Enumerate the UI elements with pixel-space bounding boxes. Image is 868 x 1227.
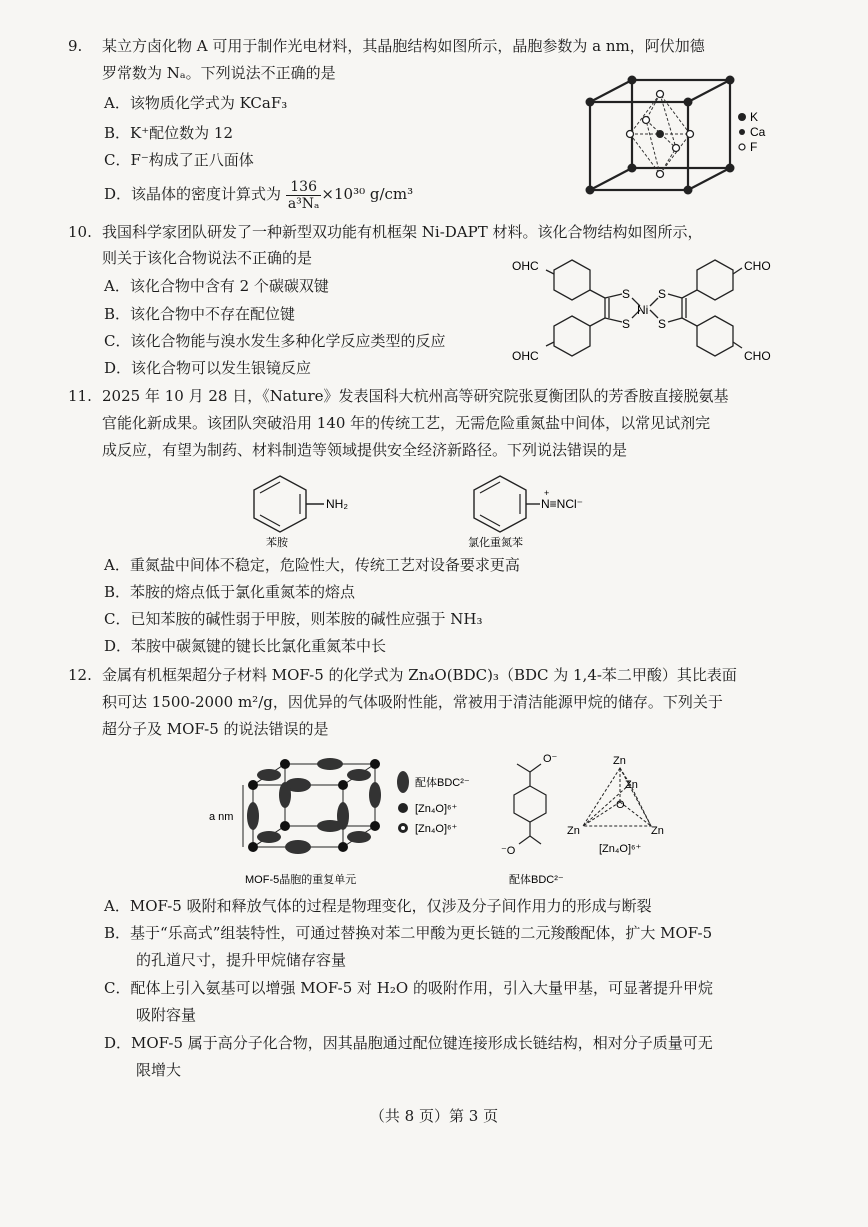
sulfur-label-3: S <box>658 287 667 301</box>
q10-option-a: A．该化合物中含有 2 个碳碳双键 <box>104 277 329 295</box>
q10-option-c: C．该化合物能与溴水发生多种化学反应类型的反应 <box>104 332 446 350</box>
aniline-caption: 苯胺 <box>266 537 288 549</box>
q9-stem-line1: 9. 某立方卤化物 A 可用于制作光电材料，其晶胞结构如图所示，晶胞参数为 a nm，阿伏加德 <box>68 37 705 55</box>
q12-stem-line3: 超分子及 MOF-5 的说法错误的是 <box>102 720 329 738</box>
zn-top: Zn <box>613 755 626 767</box>
q10-stem-line1: 10. 我国科学家团队研发了一种新型双功能有机框架 Ni-DAPT 材料。该化合物结构如图所示， <box>68 223 703 241</box>
q9-crystal-cell-figure <box>580 72 780 202</box>
legend-zn4o-a: [Zn₄O]⁶⁺ <box>415 803 458 815</box>
q12-stem-line2: 积可达 1500-2000 m²/g，因优异的气体吸附性能，常被用于清洁能源甲烷的储存。下列关于 <box>102 693 723 711</box>
density-fraction: $\frac{136}{\text{a³Nₐ}}$ <box>287 178 320 212</box>
q11-option-b: B．苯胺的熔点低于氯化重氮苯的熔点 <box>104 583 356 601</box>
carboxylate-bottom: ⁻O <box>501 845 516 857</box>
q12-stem-line1: 12. 金属有机框架超分子材料 MOF-5 的化学式为 Zn₄O(BDC)₃（BDC 为 1,4-苯二甲酸）其比表面 <box>68 666 737 684</box>
aniline-structure <box>240 470 390 550</box>
q12-option-d-line1: D．MOF-5 属于高分子化合物，因其晶胞通过配位键连接形成长链结构，相对分子质量可无 <box>104 1034 713 1052</box>
mof5-cell-figure <box>205 750 690 890</box>
nickel-label: Ni <box>637 303 649 317</box>
diazonium-caption: 氯化重氮苯 <box>468 537 523 549</box>
q10-number: 10. <box>68 223 92 241</box>
q9-stem-line2: 罗常数为 Nₐ。下列说法不正确的是 <box>102 64 336 82</box>
sulfur-label-1: S <box>622 287 631 301</box>
q11-option-a: A．重氮盐中间体不稳定，危险性大，传统工艺对设备要求更高 <box>104 556 520 574</box>
page-footer: （共 8 页）第 3 页 <box>369 1107 499 1125</box>
cho-label-top-right: CHO <box>744 259 771 273</box>
oxygen-center: O <box>616 799 625 811</box>
q12-option-a: A．MOF-5 吸附和释放气体的过程是物理变化，仅涉及分子间作用力的形成与断裂 <box>104 897 652 915</box>
q10-option-b: B．该化合物中不存在配位键 <box>104 305 296 323</box>
zn-left: Zn <box>567 825 580 837</box>
mof5-cell-caption: MOF-5晶胞的重复单元 <box>245 874 357 886</box>
q12-option-b-line1: B．基于“乐高式”组装特性，可通过替换对苯二甲酸为更长链的二元羧酸配体，扩大 MOF-5 <box>104 924 713 942</box>
q10-stem-line2: 则关于该化合物说法不正确的是 <box>102 249 313 267</box>
legend-zn4o-b: [Zn₄O]⁶⁺ <box>415 823 458 835</box>
q10-option-d: D．该化合物可以发生银镜反应 <box>104 359 312 377</box>
q12-number: 12. <box>68 666 92 684</box>
q9-option-d: D．该晶体的密度计算式为 $\frac{136}{\text{a³Nₐ}}$ ×10³⁰ g/cm³ <box>104 178 414 212</box>
q11-stem-line3: 成反应，有望为制药、材料制造等领域提供安全经济新路径。下列说法错误的是 <box>102 441 628 459</box>
q9-option-a: A．该物质化学式为 KCaF₃ <box>104 94 288 112</box>
benzenediazonium-chloride-structure <box>460 470 610 550</box>
q11-stem-line2: 官能化新成果。该团队突破沿用 140 年的传统工艺，无需危险重氮盐中间体，以常见试剂完 <box>102 414 711 432</box>
q9-option-b: B．K⁺配位数为 12 <box>104 124 234 142</box>
zn-back: Zn <box>625 779 638 791</box>
legend-f: F <box>750 140 758 154</box>
q11-stem-line1: 11. 2025 年 10 月 28 日，《Nature》发表国科大杭州高等研究院张夏衡团队的芳香胺直接脱氨基 <box>68 387 729 405</box>
ni-dapt-structure <box>510 250 780 370</box>
sulfur-label-2: S <box>622 317 631 331</box>
q11-option-c: C．已知苯胺的碱性弱于甲胺，则苯胺的碱性应强于 NH₃ <box>104 610 483 628</box>
q11-option-d: D．苯胺中碳氮键的键长比氯化重氮苯中长 <box>104 637 387 655</box>
q9-number: 9. <box>68 37 83 55</box>
q11-number: 11. <box>68 387 92 405</box>
legend-bdc: 配体BDC²⁻ <box>415 777 470 789</box>
cell-parameter-label: a nm <box>209 811 234 823</box>
q12-option-d-line2: 限增大 <box>136 1061 182 1079</box>
sulfur-label-4: S <box>658 317 667 331</box>
bdc-caption: 配体BDC²⁻ <box>509 874 564 886</box>
q12-option-b-line2: 的孔道尺寸，提升甲烷储存容量 <box>136 951 347 969</box>
nh2-label: NH₂ <box>326 497 348 511</box>
legend-ca: Ca <box>750 125 766 139</box>
legend-k: K <box>750 110 759 124</box>
q9-option-c: C．F⁻构成了正八面体 <box>104 151 254 169</box>
cho-label-bottom-right: CHO <box>744 349 771 363</box>
diazo-plus-charge: + <box>544 488 550 498</box>
q12-option-c-line1: C．配体上引入氨基可以增强 MOF-5 对 H₂O 的吸附作用，引入大量甲基，可显著提升甲烷 <box>104 979 713 997</box>
diazo-label: N≡NCl⁻ <box>541 497 583 511</box>
q12-option-c-line2: 吸附容量 <box>136 1006 197 1024</box>
carboxylate-top: O⁻ <box>543 753 558 765</box>
zn4o-caption: [Zn₄O]⁶⁺ <box>599 843 642 855</box>
cho-label-top-left: OHC <box>512 259 539 273</box>
cho-label-bottom-left: OHC <box>512 349 539 363</box>
zn-right: Zn <box>651 825 664 837</box>
